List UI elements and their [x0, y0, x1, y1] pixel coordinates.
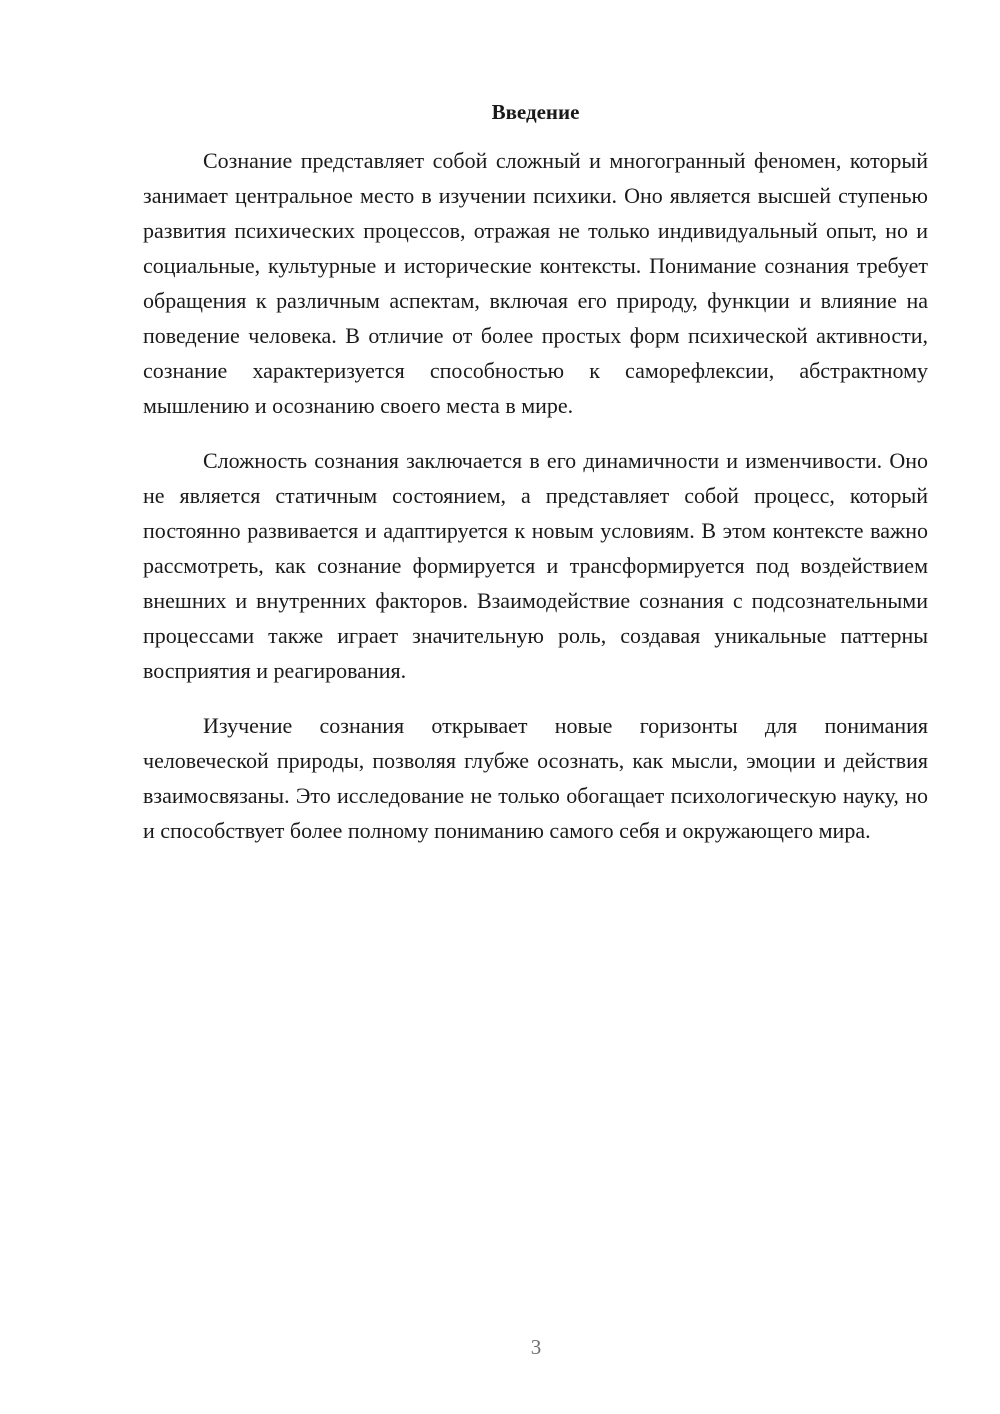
body-text	[143, 143, 928, 868]
paragraph-2: Сложность сознания заключается в его динамичности и изменчивости. Оно не является статичным состоянием, а представляет собой процесс, который постоянно развивается и адаптируется к новым условиям. В этом контексте важно рассмотреть, как сознание формируется и трансформируется под воздействием внешних и внутренних факторов. Взаимодействие сознания с подсознательными процессами также играет значительную роль, создавая уникальные паттерны восприятия и реагирования.	[143, 448, 928, 683]
paragraph-3: Изучение сознания открывает новые горизонты для понимания человеческой природы, позволяя глубже осознать, как мысли, эмоции и действия взаимосвязаны. Это исследование не только обогащает психологическую науку, но и способствует более полному пониманию самого себя и окружающего мира.	[143, 713, 928, 843]
section-title: Введение	[491, 100, 580, 124]
page-number: 3	[530, 1335, 542, 1359]
paragraph-1: Сознание представляет собой сложный и многогранный феномен, который занимает центральное место в изучении психики. Оно является высшей ступенью развития психических процессов, отражая не только индивидуальный опыт, но и социальные, культурные и исторические контексты. Понимание сознания требует обращения к различным аспектам, включая его природу, функции и влияние на поведение человека. В отличие от более простых форм психической активности, сознание характеризуется способностью к саморефлексии, абстрактному мышлению и осознанию своего места в мире.	[143, 148, 928, 418]
